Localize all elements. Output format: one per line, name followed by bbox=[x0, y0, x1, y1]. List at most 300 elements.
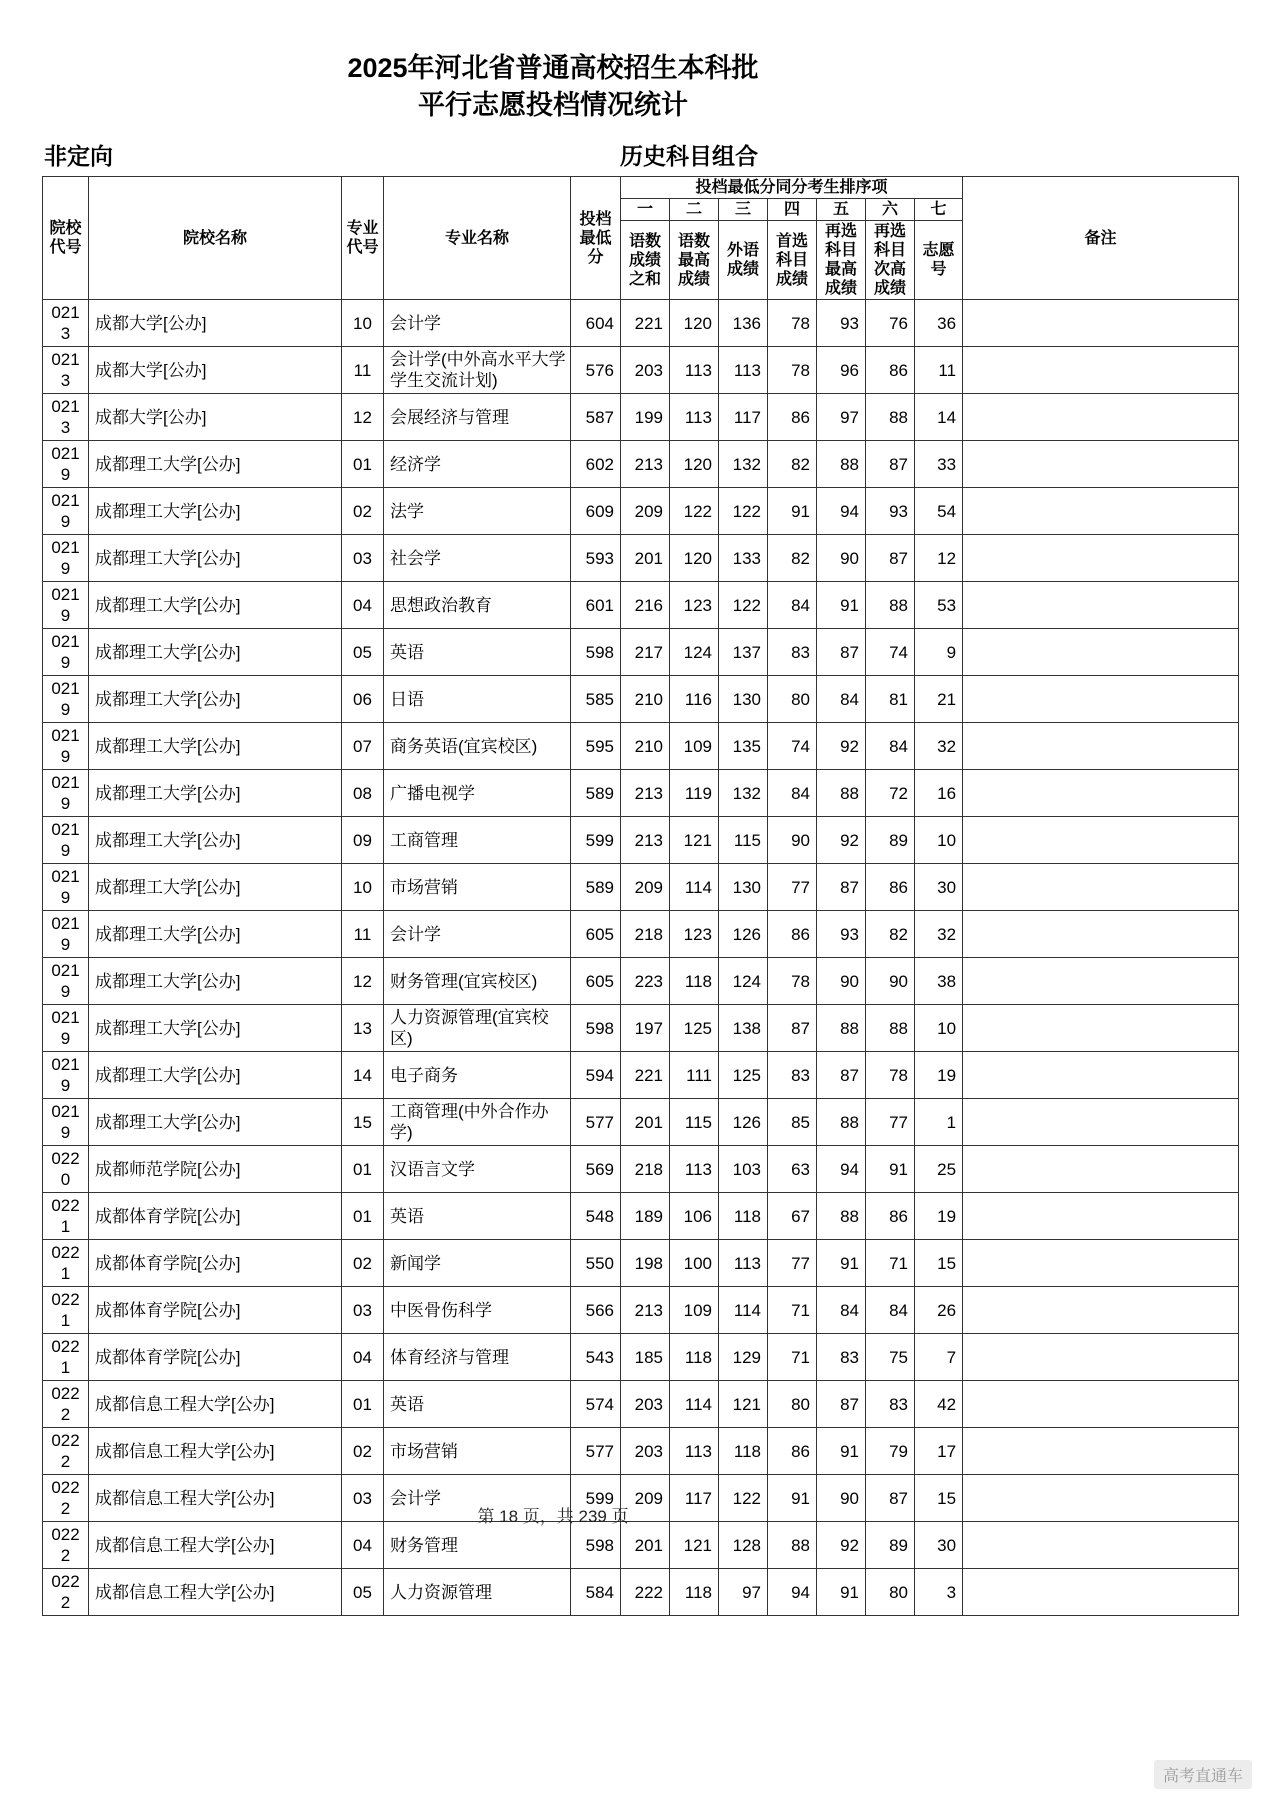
major-name-cell: 思想政治教育 bbox=[384, 582, 571, 629]
remark-cell bbox=[963, 817, 1239, 864]
sort6-cell: 83 bbox=[866, 1381, 915, 1428]
sort7-cell: 1 bbox=[915, 1099, 963, 1146]
sort7-cell: 32 bbox=[915, 723, 963, 770]
sort2-cell: 106 bbox=[670, 1193, 719, 1240]
sort1-cell: 213 bbox=[621, 770, 670, 817]
min-score-cell: 599 bbox=[571, 1475, 621, 1522]
sort5-cell: 91 bbox=[817, 1569, 866, 1616]
major-name-cell: 市场营销 bbox=[384, 864, 571, 911]
sort3-cell: 130 bbox=[719, 676, 768, 723]
min-score-cell: 598 bbox=[571, 1522, 621, 1569]
major-name-cell: 会计学 bbox=[384, 911, 571, 958]
major-code-cell: 04 bbox=[342, 582, 384, 629]
sort6-cell: 84 bbox=[866, 1287, 915, 1334]
sort1-cell: 201 bbox=[621, 1522, 670, 1569]
school-name-cell: 成都理工大学[公办] bbox=[89, 535, 342, 582]
sort1-cell: 221 bbox=[621, 1052, 670, 1099]
page-number: 第 18 页，共 239 页 bbox=[477, 1507, 629, 1526]
sort4-cell: 90 bbox=[768, 817, 817, 864]
min-score-cell: 587 bbox=[571, 394, 621, 441]
table-body bbox=[43, 300, 1239, 1616]
major-code-cell: 04 bbox=[342, 1334, 384, 1381]
major-name-cell: 英语 bbox=[384, 1193, 571, 1240]
remark-cell bbox=[963, 958, 1239, 1005]
school-name-cell: 成都体育学院[公办] bbox=[89, 1240, 342, 1287]
sort5-cell: 91 bbox=[817, 1428, 866, 1475]
major-code-cell: 12 bbox=[342, 394, 384, 441]
school-code-cell: 0222 bbox=[43, 1569, 89, 1616]
header-sort-label-6: 再选科目次高成绩 bbox=[866, 221, 915, 300]
page-title-line2: 平行志愿投档情况统计 bbox=[418, 90, 688, 120]
remark-cell bbox=[963, 347, 1239, 394]
school-name-cell: 成都理工大学[公办] bbox=[89, 441, 342, 488]
school-code-cell: 0221 bbox=[43, 1334, 89, 1381]
major-name-cell: 财务管理(宜宾校区) bbox=[384, 958, 571, 1005]
major-code-cell: 02 bbox=[342, 488, 384, 535]
table-row bbox=[43, 958, 1239, 1005]
major-code-cell: 02 bbox=[342, 1240, 384, 1287]
school-code-cell: 0221 bbox=[43, 1240, 89, 1287]
sort1-cell: 213 bbox=[621, 817, 670, 864]
remark-cell bbox=[963, 1334, 1239, 1381]
remark-cell bbox=[963, 1381, 1239, 1428]
remark-cell bbox=[963, 488, 1239, 535]
table-row bbox=[43, 488, 1239, 535]
major-name-cell: 新闻学 bbox=[384, 1240, 571, 1287]
min-score-cell: 595 bbox=[571, 723, 621, 770]
major-code-cell: 04 bbox=[342, 1522, 384, 1569]
remark-cell bbox=[963, 864, 1239, 911]
min-score-cell: 550 bbox=[571, 1240, 621, 1287]
sort5-cell: 84 bbox=[817, 676, 866, 723]
remark-cell bbox=[963, 394, 1239, 441]
sort7-cell: 30 bbox=[915, 864, 963, 911]
sort2-cell: 121 bbox=[670, 817, 719, 864]
school-name-cell: 成都体育学院[公办] bbox=[89, 1334, 342, 1381]
min-score-cell: 609 bbox=[571, 488, 621, 535]
sort3-cell: 97 bbox=[719, 1569, 768, 1616]
table-row bbox=[43, 864, 1239, 911]
sort1-cell: 209 bbox=[621, 864, 670, 911]
min-score-cell: 594 bbox=[571, 1052, 621, 1099]
min-score-cell: 601 bbox=[571, 582, 621, 629]
school-name-cell: 成都理工大学[公办] bbox=[89, 817, 342, 864]
table-row bbox=[43, 582, 1239, 629]
table-row bbox=[43, 1099, 1239, 1146]
sort5-cell: 88 bbox=[817, 1005, 866, 1052]
major-code-cell: 03 bbox=[342, 1475, 384, 1522]
sort3-cell: 118 bbox=[719, 1193, 768, 1240]
sort2-cell: 121 bbox=[670, 1522, 719, 1569]
min-score-cell: 598 bbox=[571, 1005, 621, 1052]
table-row bbox=[43, 1146, 1239, 1193]
sort7-cell: 15 bbox=[915, 1475, 963, 1522]
sort5-cell: 87 bbox=[817, 629, 866, 676]
header-sort-label-7: 志愿号 bbox=[915, 221, 963, 300]
sort6-cell: 74 bbox=[866, 629, 915, 676]
min-score-cell: 589 bbox=[571, 770, 621, 817]
sort3-cell: 136 bbox=[719, 300, 768, 347]
sort3-cell: 114 bbox=[719, 1287, 768, 1334]
sort4-cell: 71 bbox=[768, 1287, 817, 1334]
school-code-cell: 0213 bbox=[43, 347, 89, 394]
sort4-cell: 86 bbox=[768, 911, 817, 958]
school-code-cell: 0219 bbox=[43, 582, 89, 629]
remark-cell bbox=[963, 300, 1239, 347]
remark-cell bbox=[963, 676, 1239, 723]
table-row bbox=[43, 1428, 1239, 1475]
sort3-cell: 115 bbox=[719, 817, 768, 864]
sort1-cell: 185 bbox=[621, 1334, 670, 1381]
school-name-cell: 成都理工大学[公办] bbox=[89, 911, 342, 958]
sort7-cell: 36 bbox=[915, 300, 963, 347]
major-name-cell: 经济学 bbox=[384, 441, 571, 488]
school-name-cell: 成都大学[公办] bbox=[89, 300, 342, 347]
sort1-cell: 199 bbox=[621, 394, 670, 441]
sort6-cell: 88 bbox=[866, 394, 915, 441]
sort2-cell: 114 bbox=[670, 864, 719, 911]
sort3-cell: 129 bbox=[719, 1334, 768, 1381]
sort5-cell: 90 bbox=[817, 1475, 866, 1522]
sort4-cell: 78 bbox=[768, 347, 817, 394]
sort5-cell: 92 bbox=[817, 817, 866, 864]
sort5-cell: 83 bbox=[817, 1334, 866, 1381]
sort1-cell: 203 bbox=[621, 347, 670, 394]
header-sort-num-4: 四 bbox=[768, 199, 817, 221]
sort2-cell: 122 bbox=[670, 488, 719, 535]
table-row bbox=[43, 817, 1239, 864]
sort3-cell: 126 bbox=[719, 911, 768, 958]
sort2-cell: 115 bbox=[670, 1099, 719, 1146]
sort5-cell: 93 bbox=[817, 911, 866, 958]
major-name-cell: 工商管理 bbox=[384, 817, 571, 864]
header-sort-label-3: 外语成绩 bbox=[719, 221, 768, 300]
header-school-code: 院校代号 bbox=[43, 177, 89, 300]
school-name-cell: 成都理工大学[公办] bbox=[89, 723, 342, 770]
school-code-cell: 0219 bbox=[43, 864, 89, 911]
major-name-cell: 社会学 bbox=[384, 535, 571, 582]
school-name-cell: 成都理工大学[公办] bbox=[89, 770, 342, 817]
sort6-cell: 78 bbox=[866, 1052, 915, 1099]
sort4-cell: 91 bbox=[768, 488, 817, 535]
sort3-cell: 124 bbox=[719, 958, 768, 1005]
sort3-cell: 117 bbox=[719, 394, 768, 441]
sort7-cell: 15 bbox=[915, 1240, 963, 1287]
major-name-cell: 汉语言文学 bbox=[384, 1146, 571, 1193]
sort1-cell: 221 bbox=[621, 300, 670, 347]
sort1-cell: 197 bbox=[621, 1005, 670, 1052]
sort5-cell: 88 bbox=[817, 1193, 866, 1240]
major-code-cell: 05 bbox=[342, 629, 384, 676]
page-title-line1: 2025年河北省普通高校招生本科批 bbox=[347, 53, 759, 83]
major-code-cell: 05 bbox=[342, 1569, 384, 1616]
major-code-cell: 01 bbox=[342, 441, 384, 488]
sort4-cell: 85 bbox=[768, 1099, 817, 1146]
sort6-cell: 87 bbox=[866, 1475, 915, 1522]
sort5-cell: 90 bbox=[817, 958, 866, 1005]
major-name-cell: 广播电视学 bbox=[384, 770, 571, 817]
sort4-cell: 78 bbox=[768, 958, 817, 1005]
sort7-cell: 26 bbox=[915, 1287, 963, 1334]
major-name-cell: 商务英语(宜宾校区) bbox=[384, 723, 571, 770]
sort3-cell: 135 bbox=[719, 723, 768, 770]
remark-cell bbox=[963, 723, 1239, 770]
min-score-cell: 569 bbox=[571, 1146, 621, 1193]
remark-cell bbox=[963, 1146, 1239, 1193]
major-code-cell: 03 bbox=[342, 535, 384, 582]
sort4-cell: 67 bbox=[768, 1193, 817, 1240]
school-code-cell: 0219 bbox=[43, 1099, 89, 1146]
sort6-cell: 93 bbox=[866, 488, 915, 535]
sort7-cell: 16 bbox=[915, 770, 963, 817]
school-name-cell: 成都理工大学[公办] bbox=[89, 1005, 342, 1052]
major-code-cell: 09 bbox=[342, 817, 384, 864]
sort5-cell: 96 bbox=[817, 347, 866, 394]
major-code-cell: 07 bbox=[342, 723, 384, 770]
sort1-cell: 209 bbox=[621, 1475, 670, 1522]
sort7-cell: 30 bbox=[915, 1522, 963, 1569]
sort2-cell: 114 bbox=[670, 1381, 719, 1428]
sort3-cell: 132 bbox=[719, 770, 768, 817]
header-sort-label-4: 首选科目成绩 bbox=[768, 221, 817, 300]
sort3-cell: 121 bbox=[719, 1381, 768, 1428]
school-code-cell: 0219 bbox=[43, 441, 89, 488]
major-code-cell: 13 bbox=[342, 1005, 384, 1052]
sort2-cell: 125 bbox=[670, 1005, 719, 1052]
major-name-cell: 体育经济与管理 bbox=[384, 1334, 571, 1381]
sort5-cell: 92 bbox=[817, 1522, 866, 1569]
school-code-cell: 0219 bbox=[43, 817, 89, 864]
remark-cell bbox=[963, 1428, 1239, 1475]
sort2-cell: 123 bbox=[670, 582, 719, 629]
sort5-cell: 90 bbox=[817, 535, 866, 582]
min-score-cell: 577 bbox=[571, 1428, 621, 1475]
sort7-cell: 33 bbox=[915, 441, 963, 488]
sort1-cell: 209 bbox=[621, 488, 670, 535]
school-code-cell: 0222 bbox=[43, 1475, 89, 1522]
watermark: 高考直通车 bbox=[1154, 1760, 1252, 1789]
table-row bbox=[43, 1569, 1239, 1616]
min-score-cell: 576 bbox=[571, 347, 621, 394]
sort6-cell: 91 bbox=[866, 1146, 915, 1193]
sort4-cell: 86 bbox=[768, 1428, 817, 1475]
school-name-cell: 成都理工大学[公办] bbox=[89, 488, 342, 535]
header-sort-num-5: 五 bbox=[817, 199, 866, 221]
sort6-cell: 86 bbox=[866, 864, 915, 911]
sort6-cell: 90 bbox=[866, 958, 915, 1005]
sort6-cell: 88 bbox=[866, 582, 915, 629]
sort1-cell: 189 bbox=[621, 1193, 670, 1240]
sort3-cell: 103 bbox=[719, 1146, 768, 1193]
sort6-cell: 72 bbox=[866, 770, 915, 817]
sort1-cell: 198 bbox=[621, 1240, 670, 1287]
sort5-cell: 92 bbox=[817, 723, 866, 770]
sort7-cell: 42 bbox=[915, 1381, 963, 1428]
sort6-cell: 71 bbox=[866, 1240, 915, 1287]
min-score-cell: 566 bbox=[571, 1287, 621, 1334]
header-remark: 备注 bbox=[963, 177, 1239, 300]
school-name-cell: 成都大学[公办] bbox=[89, 347, 342, 394]
remark-cell bbox=[963, 1522, 1239, 1569]
major-name-cell: 人力资源管理(宜宾校区) bbox=[384, 1005, 571, 1052]
table-row bbox=[43, 723, 1239, 770]
sort2-cell: 113 bbox=[670, 394, 719, 441]
school-code-cell: 0219 bbox=[43, 958, 89, 1005]
major-name-cell: 法学 bbox=[384, 488, 571, 535]
sort2-cell: 120 bbox=[670, 300, 719, 347]
major-name-cell: 会展经济与管理 bbox=[384, 394, 571, 441]
sort7-cell: 32 bbox=[915, 911, 963, 958]
sort4-cell: 87 bbox=[768, 1005, 817, 1052]
sort5-cell: 88 bbox=[817, 1099, 866, 1146]
sort3-cell: 133 bbox=[719, 535, 768, 582]
min-score-cell: 577 bbox=[571, 1099, 621, 1146]
sort2-cell: 113 bbox=[670, 347, 719, 394]
major-name-cell: 财务管理 bbox=[384, 1522, 571, 1569]
header-sort-num-7: 七 bbox=[915, 199, 963, 221]
sort7-cell: 25 bbox=[915, 1146, 963, 1193]
header-sort-num-6: 六 bbox=[866, 199, 915, 221]
major-name-cell: 中医骨伤科学 bbox=[384, 1287, 571, 1334]
sort6-cell: 86 bbox=[866, 347, 915, 394]
subject-combination-label: 历史科目组合 bbox=[620, 143, 758, 169]
sort6-cell: 88 bbox=[866, 1005, 915, 1052]
sort5-cell: 91 bbox=[817, 582, 866, 629]
header-major-name: 专业名称 bbox=[384, 177, 571, 300]
table-row bbox=[43, 1381, 1239, 1428]
sort2-cell: 111 bbox=[670, 1052, 719, 1099]
sort2-cell: 109 bbox=[670, 1287, 719, 1334]
major-name-cell: 日语 bbox=[384, 676, 571, 723]
sort7-cell: 17 bbox=[915, 1428, 963, 1475]
min-score-cell: 604 bbox=[571, 300, 621, 347]
major-name-cell: 会计学 bbox=[384, 1475, 571, 1522]
sort2-cell: 119 bbox=[670, 770, 719, 817]
major-code-cell: 02 bbox=[342, 1428, 384, 1475]
school-code-cell: 0219 bbox=[43, 676, 89, 723]
sort3-cell: 113 bbox=[719, 1240, 768, 1287]
header-sort-label-1: 语数成绩之和 bbox=[621, 221, 670, 300]
header-sort-group: 投档最低分同分考生排序项 bbox=[621, 177, 963, 199]
header-sort-num-3: 三 bbox=[719, 199, 768, 221]
school-code-cell: 0219 bbox=[43, 1005, 89, 1052]
table-row bbox=[43, 1240, 1239, 1287]
min-score-cell: 543 bbox=[571, 1334, 621, 1381]
school-code-cell: 0219 bbox=[43, 535, 89, 582]
table-row bbox=[43, 1005, 1239, 1052]
header-min-score: 投档最低分 bbox=[571, 177, 621, 300]
major-code-cell: 01 bbox=[342, 1381, 384, 1428]
remark-cell bbox=[963, 911, 1239, 958]
sort6-cell: 79 bbox=[866, 1428, 915, 1475]
major-name-cell: 英语 bbox=[384, 629, 571, 676]
min-score-cell: 599 bbox=[571, 817, 621, 864]
header-sort-num-1: 一 bbox=[621, 199, 670, 221]
school-code-cell: 0222 bbox=[43, 1428, 89, 1475]
school-name-cell: 成都理工大学[公办] bbox=[89, 1099, 342, 1146]
sort5-cell: 88 bbox=[817, 441, 866, 488]
sort3-cell: 130 bbox=[719, 864, 768, 911]
major-name-cell: 市场营销 bbox=[384, 1428, 571, 1475]
sort4-cell: 82 bbox=[768, 535, 817, 582]
school-name-cell: 成都体育学院[公办] bbox=[89, 1193, 342, 1240]
remark-cell bbox=[963, 535, 1239, 582]
sort1-cell: 216 bbox=[621, 582, 670, 629]
sort1-cell: 217 bbox=[621, 629, 670, 676]
sort3-cell: 132 bbox=[719, 441, 768, 488]
sort7-cell: 10 bbox=[915, 1005, 963, 1052]
sort5-cell: 87 bbox=[817, 1052, 866, 1099]
sort1-cell: 203 bbox=[621, 1428, 670, 1475]
sort2-cell: 109 bbox=[670, 723, 719, 770]
sort6-cell: 75 bbox=[866, 1334, 915, 1381]
sort1-cell: 201 bbox=[621, 535, 670, 582]
school-code-cell: 0220 bbox=[43, 1146, 89, 1193]
sort2-cell: 116 bbox=[670, 676, 719, 723]
remark-cell bbox=[963, 582, 1239, 629]
table-row bbox=[43, 1052, 1239, 1099]
school-name-cell: 成都理工大学[公办] bbox=[89, 582, 342, 629]
table-row bbox=[43, 347, 1239, 394]
sort7-cell: 21 bbox=[915, 676, 963, 723]
table-row bbox=[43, 300, 1239, 347]
min-score-cell: 605 bbox=[571, 958, 621, 1005]
table-row bbox=[43, 911, 1239, 958]
school-code-cell: 0213 bbox=[43, 300, 89, 347]
sort7-cell: 54 bbox=[915, 488, 963, 535]
school-name-cell: 成都理工大学[公办] bbox=[89, 958, 342, 1005]
school-name-cell: 成都大学[公办] bbox=[89, 394, 342, 441]
sort4-cell: 88 bbox=[768, 1522, 817, 1569]
sort1-cell: 223 bbox=[621, 958, 670, 1005]
school-name-cell: 成都理工大学[公办] bbox=[89, 676, 342, 723]
sort4-cell: 91 bbox=[768, 1475, 817, 1522]
sort6-cell: 87 bbox=[866, 535, 915, 582]
sort4-cell: 71 bbox=[768, 1334, 817, 1381]
sort6-cell: 76 bbox=[866, 300, 915, 347]
min-score-cell: 574 bbox=[571, 1381, 621, 1428]
school-name-cell: 成都体育学院[公办] bbox=[89, 1287, 342, 1334]
major-code-cell: 01 bbox=[342, 1193, 384, 1240]
sort6-cell: 82 bbox=[866, 911, 915, 958]
min-score-cell: 585 bbox=[571, 676, 621, 723]
sort5-cell: 97 bbox=[817, 394, 866, 441]
sort6-cell: 81 bbox=[866, 676, 915, 723]
school-name-cell: 成都信息工程大学[公办] bbox=[89, 1381, 342, 1428]
sort2-cell: 120 bbox=[670, 535, 719, 582]
sort1-cell: 203 bbox=[621, 1381, 670, 1428]
sort7-cell: 9 bbox=[915, 629, 963, 676]
school-code-cell: 0219 bbox=[43, 1052, 89, 1099]
sort4-cell: 80 bbox=[768, 1381, 817, 1428]
major-code-cell: 01 bbox=[342, 1146, 384, 1193]
sort7-cell: 38 bbox=[915, 958, 963, 1005]
sort1-cell: 210 bbox=[621, 676, 670, 723]
min-score-cell: 548 bbox=[571, 1193, 621, 1240]
sort4-cell: 80 bbox=[768, 676, 817, 723]
sort3-cell: 122 bbox=[719, 488, 768, 535]
school-code-cell: 0219 bbox=[43, 723, 89, 770]
remark-cell bbox=[963, 1287, 1239, 1334]
table-row bbox=[43, 1193, 1239, 1240]
sort4-cell: 94 bbox=[768, 1569, 817, 1616]
sort4-cell: 77 bbox=[768, 864, 817, 911]
sort7-cell: 3 bbox=[915, 1569, 963, 1616]
school-code-cell: 0222 bbox=[43, 1522, 89, 1569]
sort2-cell: 118 bbox=[670, 958, 719, 1005]
major-code-cell: 06 bbox=[342, 676, 384, 723]
major-code-cell: 12 bbox=[342, 958, 384, 1005]
